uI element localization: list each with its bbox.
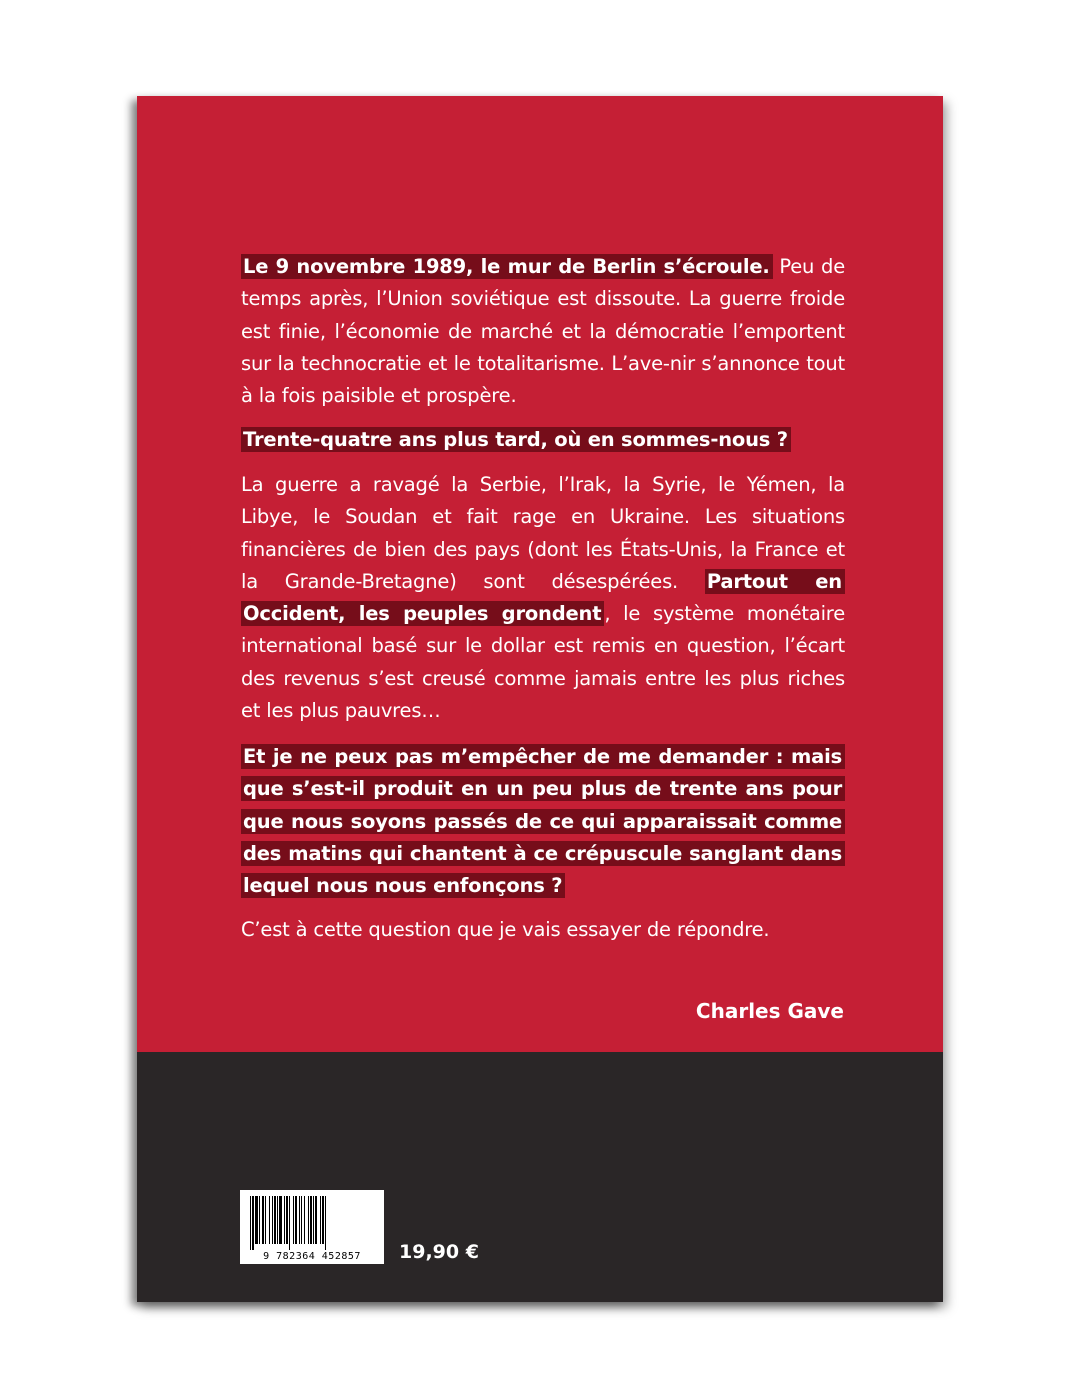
barcode-bar — [274, 1196, 276, 1244]
book-back-cover — [137, 96, 943, 1302]
paragraph-reflection — [241, 741, 845, 902]
closing-text: C’est à cette question que je vais essayer de répondre. — [241, 918, 770, 941]
barcode-bar — [262, 1196, 264, 1244]
reflection-line-3: que nous soyons passés de ce qui apparaissait comme — [241, 809, 845, 834]
paragraph-situation — [241, 469, 845, 727]
barcode-bars — [240, 1190, 384, 1250]
barcode-bar — [299, 1196, 300, 1244]
situation-text-end: , le système monétaire international basé sur le dollar est remis en question, l’écart des revenus s’est creusé comme jamais entre les plus riches et les plus pauvres… — [241, 602, 845, 723]
paragraph-question — [241, 424, 845, 456]
paragraph-intro — [241, 251, 845, 412]
barcode-bar — [315, 1196, 317, 1244]
barcode-bar — [279, 1196, 282, 1244]
barcode-bar — [286, 1196, 288, 1244]
barcode-bar — [310, 1196, 312, 1244]
barcode-bar — [295, 1196, 297, 1244]
barcode-bar — [250, 1196, 251, 1250]
price: 19,90 € — [399, 1241, 479, 1263]
barcode-bar — [277, 1196, 278, 1244]
barcode-bar — [308, 1196, 309, 1244]
situation-text-start: La guerre a ravagé la Serbie, l’Irak, la Syrie, le Yémen, la Libye, le Soudan et fait rage en Ukraine. Les situations financières de bien des pays (dont les États-Unis, la France et la Grande-Bretagne) sont désespérées. — [241, 473, 845, 593]
highlight-occident: Partout en Occident, les peuples grondent — [241, 569, 845, 626]
barcode-bar — [325, 1196, 326, 1250]
barcode-bar — [304, 1196, 305, 1244]
paragraph-closing — [241, 914, 845, 946]
bottom-band — [137, 1052, 943, 1302]
intro-text: Peu de temps après, l’Union soviétique est dissoute. La guerre froide est finie, l’économie de marché et la démocratie l’emportent sur la technocratie et le totalitarisme. L’ave-nir s’annonce tout à la fois paisible et prospère. — [241, 255, 845, 408]
barcode-bar — [293, 1196, 294, 1244]
barcode-bar — [301, 1196, 302, 1244]
highlight-question: Trente-quatre ans plus tard, où en sommes-nous ? — [241, 427, 791, 452]
barcode-bar — [269, 1196, 270, 1244]
barcode-digits: 9 782364 452857 — [263, 1251, 361, 1262]
barcode-bar — [265, 1196, 266, 1244]
barcode-bar — [289, 1196, 290, 1250]
barcode-bar — [322, 1196, 324, 1244]
reflection-line-2: que s’est-il produit en un peu plus de trente ans pour — [241, 776, 845, 801]
barcode-bar — [313, 1196, 314, 1244]
red-panel — [137, 96, 943, 1052]
barcode-bar — [255, 1196, 258, 1244]
barcode-bar — [320, 1196, 321, 1244]
reflection-line-4: des matins qui chantent à ce crépuscule sanglant dans — [241, 841, 845, 866]
barcode-bar — [272, 1196, 273, 1244]
barcode-bar — [252, 1196, 254, 1250]
barcode — [240, 1190, 384, 1264]
author-name: Charles Gave — [695, 999, 844, 1023]
reflection-line-5: lequel nous nous enfonçons ? — [241, 873, 565, 898]
barcode-bar — [259, 1196, 260, 1244]
reflection-line-1: Et je ne peux pas m’empêcher de me demander : mais — [241, 744, 845, 769]
highlight-berlin: Le 9 novembre 1989, le mur de Berlin s’écroule. — [241, 254, 773, 279]
barcode-bar — [284, 1196, 285, 1244]
